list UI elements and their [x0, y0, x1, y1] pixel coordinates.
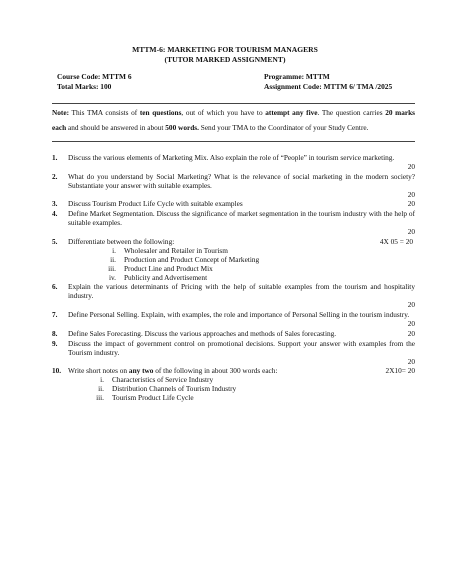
- divider-top: [52, 103, 415, 104]
- question-3: [52, 200, 415, 209]
- sub-text: Tourism Product Life Cycle: [112, 393, 194, 403]
- sub-numeral: i.: [100, 375, 104, 385]
- note-bold-1: ten questions: [139, 108, 182, 117]
- sub-numeral: iii.: [108, 263, 116, 273]
- question-marks: 2X10= 20: [385, 366, 415, 376]
- question-text-part: Write short notes on: [68, 366, 129, 376]
- question-text-part: of the following in about 300 words each:: [153, 366, 278, 376]
- question-number: 5.: [52, 237, 58, 247]
- question-marks: 20: [407, 227, 415, 237]
- sub-numeral: iv.: [108, 272, 116, 282]
- question-list: [52, 154, 415, 404]
- note-paragraph: [52, 105, 415, 135]
- assignment-code: Assignment Code: MTTM 6/ TMA /2025: [264, 82, 393, 91]
- question-4: [52, 210, 415, 237]
- sub-numeral: ii.: [98, 384, 104, 394]
- total-marks: Total Marks: 100: [57, 82, 112, 91]
- note-text-1: This TMA consists of: [69, 108, 140, 117]
- note-label: Note:: [52, 108, 70, 117]
- sub-text: Publicity and Advertisement: [124, 272, 208, 282]
- question-marks: 20: [407, 199, 415, 209]
- page-subtitle: (TUTOR MARKED ASSIGNMENT): [164, 55, 286, 64]
- question-text: What do you understand by Social Marketing? What is the relevance of social marketing in the modern society? Substantiate your answer with suitable examples.: [68, 171, 415, 190]
- question-text: Discuss Tourism Product Life Cycle with suitable examples: [68, 199, 243, 209]
- question-marks: 20: [407, 319, 415, 329]
- sub-text: Distribution Channels of Tourism Industry: [112, 384, 237, 394]
- programme: Programme: MTTM: [264, 72, 330, 81]
- question-text-bold: any two: [128, 366, 154, 376]
- question-text: Explain the various determinants of Pricing with the help of suitable examples from the tourism and hospitality industry.: [68, 282, 415, 301]
- note-text-4: and should be answered in about: [66, 123, 166, 132]
- question-marks: 20: [407, 161, 415, 171]
- question-marks: 20: [407, 189, 415, 199]
- question-marks: 4X 05 = 20: [379, 237, 413, 247]
- note-text-5: Send your TMA to the Coordinator of your Study Centre.: [198, 123, 369, 132]
- question-text: Define Sales Forecasting. Discuss the various approaches and methods of Sales forecasting.: [68, 328, 337, 338]
- course-code: Course Code: MTTM 6: [57, 72, 132, 81]
- question-text: Define Personal Selling. Explain, with examples, the role and importance of Personal Selling in the tourism industry.: [68, 310, 410, 320]
- sub-text: Characteristics of Service Industry: [112, 375, 214, 385]
- note-bold-2: attempt any five: [265, 108, 318, 117]
- question-text: Define Market Segmentation. Discuss the significance of market segmentation in the tourism industry with the help of suitable examples.: [68, 209, 415, 228]
- sub-text: Production and Product Concept of Marketing: [124, 254, 260, 264]
- question-8: [52, 330, 415, 339]
- question-number: 10.: [52, 366, 62, 376]
- question-9: [52, 340, 415, 367]
- question-1: [52, 154, 415, 172]
- divider-bottom: [52, 141, 415, 142]
- question-number: 2.: [52, 171, 58, 181]
- question-number: 3.: [52, 199, 58, 209]
- question-text: Discuss the various elements of Marketing Mix. Also explain the role of “People” in tourism service marketing.: [68, 153, 395, 162]
- question-number: 9.: [52, 338, 58, 348]
- sub-numeral: iii.: [96, 393, 104, 403]
- note-bold-3: 20 marks each: [52, 108, 415, 132]
- question-10: [52, 367, 415, 403]
- question-text: Discuss the impact of government control on promotional decisions. Support your answer with examples from the Tourism industry.: [68, 338, 415, 357]
- sub-text: Product Line and Product Mix: [124, 263, 213, 273]
- question-number: 1.: [52, 153, 58, 162]
- sub-numeral: ii.: [110, 254, 116, 264]
- question-marks: 20: [407, 300, 415, 310]
- note-bold-4: 500 words.: [165, 123, 199, 132]
- question-number: 7.: [52, 310, 58, 320]
- sub-text: Wholesaler and Retailer in Tourism: [124, 245, 228, 255]
- question-2: [52, 173, 415, 200]
- note-text-3: . The question carries: [317, 108, 386, 117]
- question-7: [52, 311, 415, 329]
- question-marks: 20: [407, 328, 415, 338]
- question-number: 4.: [52, 209, 58, 219]
- question-text: Differentiate between the following:: [68, 237, 175, 247]
- page-title: MTTM-6: MARKETING FOR TOURISM MANAGERS: [132, 45, 318, 54]
- note-text-2: , out of which you have to: [181, 108, 266, 117]
- sub-item: [82, 394, 415, 403]
- sub-numeral: i.: [112, 245, 116, 255]
- sub-item: [82, 274, 415, 283]
- question-marks: 20: [407, 356, 415, 366]
- question-5: [52, 238, 415, 282]
- question-6: [52, 283, 415, 310]
- question-number: 8.: [52, 328, 58, 338]
- question-number: 6.: [52, 282, 58, 292]
